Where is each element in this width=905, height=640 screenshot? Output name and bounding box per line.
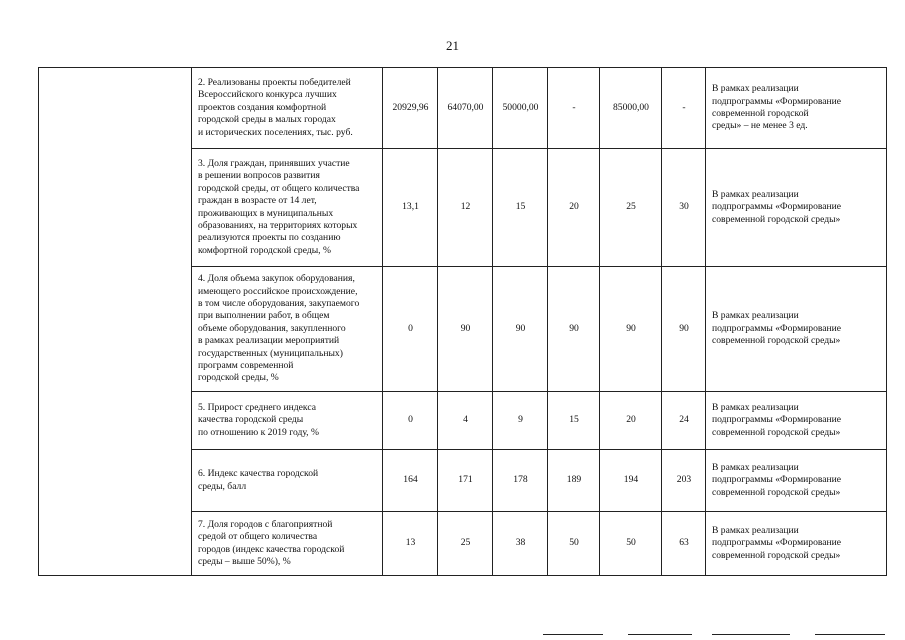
value-cell: - xyxy=(548,68,600,149)
value-cell: 9 xyxy=(493,392,548,450)
value-cell: 90 xyxy=(662,267,706,392)
note-cell: В рамках реализации подпрограммы «Формирование современной городской среды» xyxy=(706,392,887,450)
value-cell: 178 xyxy=(493,450,548,512)
value-cell: 24 xyxy=(662,392,706,450)
value-cell: 90 xyxy=(493,267,548,392)
value-cell: 0 xyxy=(383,392,438,450)
note-cell: В рамках реализации подпрограммы «Формирование современной городской среды» xyxy=(706,267,887,392)
value-cell: 15 xyxy=(493,149,548,267)
note-cell: В рамках реализации подпрограммы «Формирование современной городской среды» – не менее 3 ед. xyxy=(706,68,887,149)
indicator-name-cell: 4. Доля объема закупок оборудования, имеющего российское происхождение, в том числе оборудования, закупаемого при выполнении работ, в общем объеме оборудования, закупленного в рамках реализации мероприятий государственных (муниципальных) программ современной городской среды, % xyxy=(192,267,383,392)
value-cell: 20 xyxy=(548,149,600,267)
value-cell: 63 xyxy=(662,512,706,576)
value-cell: 90 xyxy=(438,267,493,392)
signature-line xyxy=(628,634,692,635)
signature-line xyxy=(543,634,603,635)
value-cell: 164 xyxy=(383,450,438,512)
value-cell: 15 xyxy=(548,392,600,450)
value-cell: 20929,96 xyxy=(383,68,438,149)
indicator-name-cell: 2. Реализованы проекты победителей Всероссийского конкурса лучших проектов создания комфортной городской среды в малых городах и исторических поселениях, тыс. руб. xyxy=(192,68,383,149)
page-number: 21 xyxy=(446,38,459,53)
value-cell: - xyxy=(662,68,706,149)
value-cell: 90 xyxy=(548,267,600,392)
indicator-name-cell: 6. Индекс качества городской среды, балл xyxy=(192,450,383,512)
indicators-table xyxy=(38,67,887,576)
value-cell: 194 xyxy=(600,450,662,512)
value-cell: 189 xyxy=(548,450,600,512)
value-cell: 38 xyxy=(493,512,548,576)
value-cell: 4 xyxy=(438,392,493,450)
indicator-name-cell: 7. Доля городов с благоприятной средой от общего количества городов (индекс качества городской среды – выше 50%), % xyxy=(192,512,383,576)
table-row xyxy=(39,68,887,149)
indicator-name-cell: 5. Прирост среднего индекса качества городской среды по отношению к 2019 году, % xyxy=(192,392,383,450)
value-cell: 20 xyxy=(600,392,662,450)
value-cell: 64070,00 xyxy=(438,68,493,149)
value-cell: 0 xyxy=(383,267,438,392)
note-cell: В рамках реализации подпрограммы «Формирование современной городской среды» xyxy=(706,450,887,512)
value-cell: 50000,00 xyxy=(493,68,548,149)
signature-line xyxy=(815,634,885,635)
value-cell: 50 xyxy=(600,512,662,576)
value-cell: 13,1 xyxy=(383,149,438,267)
note-cell: В рамках реализации подпрограммы «Формирование современной городской среды» xyxy=(706,512,887,576)
value-cell: 13 xyxy=(383,512,438,576)
indicator-name-cell: 3. Доля граждан, принявших участие в решении вопросов развития городской среды, от общего количества граждан в возрасте от 14 лет, проживающих в муниципальных образованиях, на территориях которых реализуются проекты по созданию комфортной городской среды, % xyxy=(192,149,383,267)
indicator-group-cell xyxy=(39,68,192,576)
value-cell: 203 xyxy=(662,450,706,512)
value-cell: 50 xyxy=(548,512,600,576)
value-cell: 12 xyxy=(438,149,493,267)
value-cell: 85000,00 xyxy=(600,68,662,149)
signature-line xyxy=(712,634,790,635)
note-cell: В рамках реализации подпрограммы «Формирование современной городской среды» xyxy=(706,149,887,267)
value-cell: 25 xyxy=(438,512,493,576)
value-cell: 30 xyxy=(662,149,706,267)
value-cell: 25 xyxy=(600,149,662,267)
value-cell: 171 xyxy=(438,450,493,512)
value-cell: 90 xyxy=(600,267,662,392)
